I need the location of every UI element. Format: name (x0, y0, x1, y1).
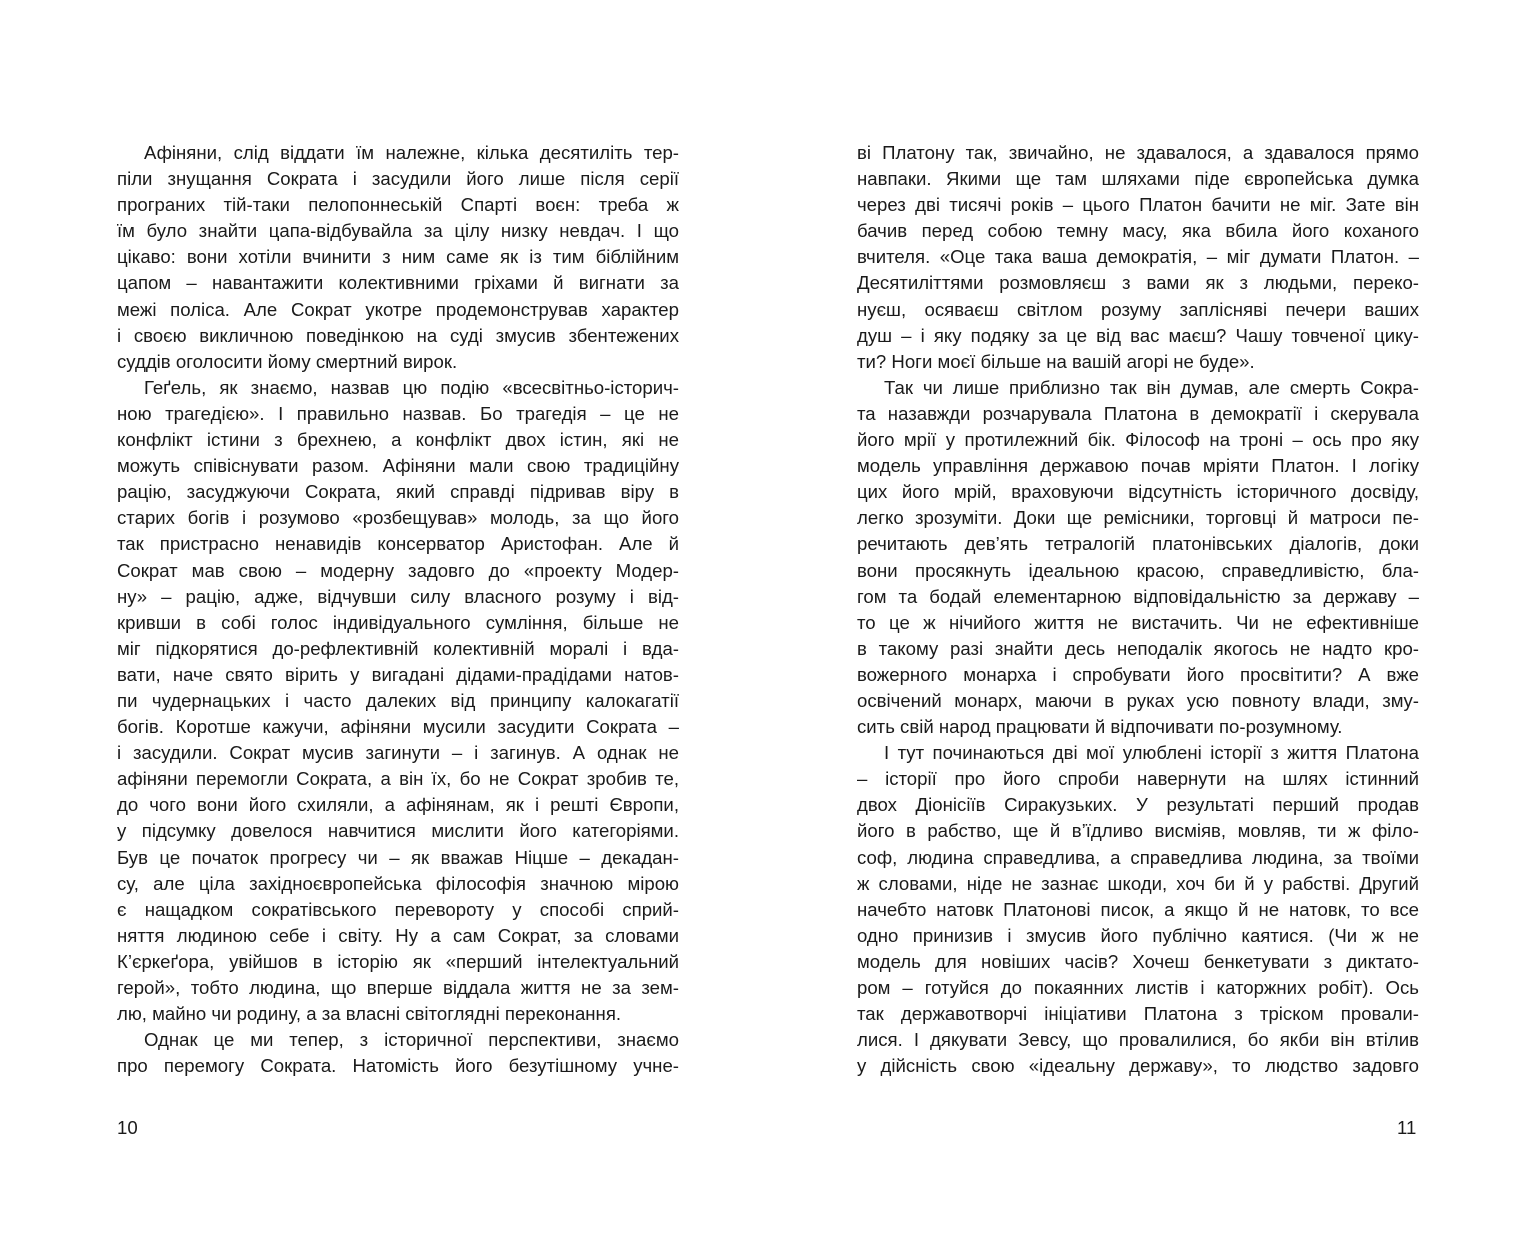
text-line: до чого вони його схиляли, а афінянам, як і решті Європи, (117, 794, 679, 816)
text-line: цікаво: вони хотіли вчинити з ним саме як із тим біблійним (117, 246, 679, 268)
text-line: і засудили. Сократ мусив загинути – і загинув. А однак не (117, 742, 679, 764)
text-line: Був це початок прогресу чи – як вважав Ніцше – декадан- (117, 846, 679, 868)
text-line: кривши в собі голос індивідуального сумління, більше не (117, 611, 679, 633)
text-line: піли знущання Сократа і засудили його лише після серії (117, 168, 679, 190)
text-line: ти? Ноги моєї більше на вашій агорі не буде». (857, 350, 1255, 372)
text-line: афіняни перемогли Сократа, а він їх, бо не Сократ зробив те, (117, 768, 679, 790)
text-line: та назавжди розчарувала Платона в демократії і скерувала (857, 402, 1419, 424)
text-line: у підсумку довелося навчитися мислити його категоріями. (117, 820, 679, 842)
text-line: конфлікт істини з брехнею, а конфлікт двох істин, які не (117, 429, 679, 451)
left-page-text (117, 140, 679, 1079)
text-line: соф, людина справедлива, а справедлива людина, за твоїми (857, 846, 1419, 868)
text-line: через дві тисячі років – цього Платон бачити не міг. Зате він (857, 194, 1419, 216)
text-line: навпаки. Якими ще там шляхами піде європейська думка (857, 168, 1419, 190)
text-line: ною трагедією». І правильно назвав. Бо трагедія – це не (117, 402, 679, 424)
text-line: легко зрозуміти. Доки ще ремісники, торговці й матроси пе- (857, 507, 1419, 529)
text-line: його в рабство, ще й в’їдливо висміяв, мовляв, ти ж філо- (857, 820, 1419, 842)
left-page-number: 10 (117, 1117, 138, 1138)
text-line: двох Діонісіїв Сиракузьких. У результаті перший продав (857, 794, 1419, 816)
text-line: цапом – навантажити колективними гріхами й вигнати за (117, 272, 679, 294)
text-line: К’єркеґора, увійшов в історію як «перший інтелектуальний (117, 950, 679, 972)
right-page-text (857, 140, 1419, 1079)
text-line: то це ж нічийого життя не вистачить. Чи не ефективніше (857, 611, 1419, 633)
text-line: речитають дев’ять тетралогій платонівських діалогів, доки (857, 533, 1419, 555)
text-line: Однак це ми тепер, з історичної перспективи, знаємо (144, 1029, 679, 1051)
text-line: програних тій-таки пелопоннеській Спарті воєн: треба ж (117, 194, 679, 216)
text-line: ну» – рацію, адже, відчувши силу власного розуму і від- (117, 585, 679, 607)
text-line: так державотворчі ініціативи Платона з тріском провали- (857, 1003, 1419, 1025)
text-line: І тут починаються дві мої улюблені історії з життя Платона (884, 742, 1419, 764)
text-line: про перемогу Сократа. Натомість його безутішному учне- (117, 1055, 679, 1077)
text-line: вчителя. «Оце така ваша демократія, – міг думати Платон. – (857, 246, 1419, 268)
text-line: освічений монарх, маючи в руках усю повноту влади, змy- (857, 689, 1419, 711)
text-line: ж словами, ніде не зазнає шкоди, хоч би й у рабстві. Другий (857, 872, 1419, 894)
text-line: начебто натовк Платонові писок, а якщо й не натовк, то все (857, 898, 1419, 920)
text-line: одно принизив і змусив його публічно каятися. (Чи ж не (857, 924, 1419, 946)
text-line: Так чи лише приблизно так він думав, але смерть Сокра- (884, 376, 1419, 398)
text-line: його мрії у протилежний бік. Філософ на троні – ось про яку (857, 429, 1419, 451)
text-line: гом та бодай елементарною відповідальністю за державу – (857, 585, 1419, 607)
text-line: і своєю викличною поведінкою на суді змусив збентежених (117, 324, 679, 346)
text-line: Геґель, як знаємо, назвав цю подію «всесвітньо-історич- (144, 376, 679, 398)
text-line: няття людиною себе і світу. Ну а сам Сократ, за словами (117, 924, 679, 946)
text-line: – історії про його спроби навернути на шлях істинний (857, 768, 1419, 790)
text-line: вони просякнуть ідеальною красою, справедливістю, бла- (857, 559, 1419, 581)
text-line: можуть співіснувати разом. Афіняни мали свою традиційну (117, 455, 679, 477)
text-line: душ – і яку подяку за це від вас маєш? Чашу товченої цику- (857, 324, 1419, 346)
text-line: лю, майно чи родину, а за власні світоглядні переконання. (117, 1003, 622, 1025)
text-line: рацію, засуджуючи Сократа, який справді підривав віру в (117, 481, 679, 503)
right-page-number: 11 (1397, 1117, 1417, 1138)
text-line: старих богів і розумово «розбещував» молодь, за що його (117, 507, 679, 529)
text-line: модель управління державою почав мріяти Платон. І логіку (857, 455, 1419, 477)
text-line: вати, наче свято вірить у вигадані дідами-прадідами натов- (117, 663, 679, 685)
text-line: ром – готуйся до покаянних листів і каторжних робіт). Ось (857, 977, 1419, 998)
text-line: нуєш, осяваєш світлом розуму заплісняві печери ваших (857, 298, 1419, 320)
text-line: ві Платону так, звичайно, не здавалося, а здавалося прямо (857, 142, 1419, 163)
text-line: в такому разі знайти десь неподалік якогось не надто кро- (857, 637, 1419, 659)
text-line: Десятиліттями розмовляєш з вами як з людьми, переко- (857, 272, 1419, 294)
text-line: вожерного монарха і спробувати його просвітити? А вже (857, 663, 1419, 685)
text-line: міг підкорятися до-рефлективній колективній моралі і вда- (117, 637, 679, 659)
text-line: Афіняни, слід віддати їм належне, кілька десятиліть тер- (144, 142, 679, 163)
text-line: пи чудернацьких і часто далеких від принципу калокагатії (117, 689, 679, 711)
text-line: сить свій народ працювати й відпочивати по-розумному. (857, 716, 1343, 738)
text-line: Сократ мав свою – модерну задовго до «проекту Модер- (117, 559, 679, 581)
text-line: цих його мрій, враховуючи відсутність історичного досвіду, (857, 481, 1419, 503)
text-line: є нащадком сократівського перевороту у способі сприй- (117, 898, 679, 920)
text-line: так пристрасно ненавидів консерватор Аристофан. Але й (117, 533, 679, 555)
text-line: суддів оголосити йому смертний вирок. (117, 350, 458, 372)
text-line: су, але ціла західноєвропейська філософія значною мірою (117, 872, 679, 894)
text-line: їм було знайти цапа-відбувайла за цілу низку невдач. І що (117, 220, 679, 242)
text-line: герой», тобто людина, що вперше віддала життя не за зем- (117, 977, 679, 998)
text-line: богів. Коротше кажучи, афіняни мусили засудити Сократа – (117, 716, 679, 738)
text-line: межі поліса. Але Сократ укотре продемонстрував характер (117, 298, 679, 320)
text-line: бачив перед собою темну масу, яка вбила його коханого (857, 220, 1419, 242)
text-line: модель для новіших часів? Хочеш бенкетувати з диктато- (857, 950, 1419, 972)
text-line: у дійсність свою «ідеальну державу», то людство задовго (857, 1055, 1419, 1077)
text-line: лися. І дякувати Зевсу, що провалилися, бо якби він втілив (857, 1029, 1419, 1051)
